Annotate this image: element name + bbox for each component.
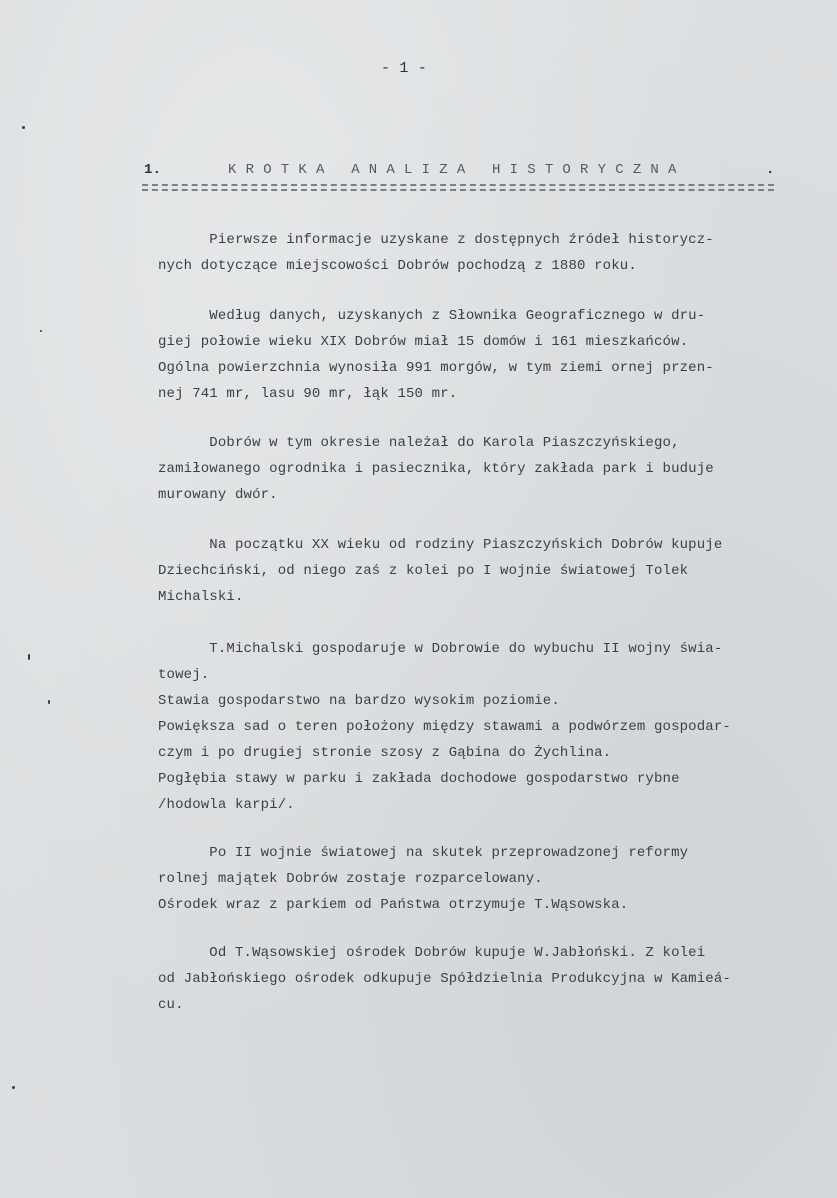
text-line: Na początku XX wieku od rodziny Piaszczyńskich Dobrów kupuje [158,537,723,553]
paragraph-2 [158,303,758,407]
text-line: Po II wojnie światowej na skutek przeprowadzonej reformy [158,845,689,861]
text-line: czym i po drugiej stronie szosy z Gąbina do Żychlina. [158,745,612,761]
text-line: zamiłowanego ogrodnika i pasiecznika, który zakłada park i buduje [158,461,714,477]
text-line: murowany dwór. [158,487,278,503]
paragraph-4 [158,532,758,610]
page-number: - 1 - [381,60,428,77]
section-title-period: . [766,162,775,178]
paragraph-1 [158,227,830,279]
text-line: Ośrodek wraz z parkiem od Państwa otrzymuje T.Wąsowska. [158,897,629,913]
text-line: Pierwsze informacje uzyskane z dostępnych źródeł historycz- [158,232,714,248]
text-line: Ogólna powierzchnia wynosiła 991 morgów, w tym ziemi ornej przen- [158,360,714,376]
text-line: towej. [158,667,210,683]
text-line: nych dotyczące miejscowości Dobrów pochodzą z 1880 roku. [158,258,637,274]
text-line: Michalski. [158,589,244,605]
paper-speck [22,126,25,129]
section-number: 1. [144,162,162,178]
text-line: od Jabłońskiego ośrodek odkupuje Spółdzielnia Produkcyjna w Kamieá- [158,971,731,987]
paper-speck [48,700,50,704]
paper-speck [40,330,42,332]
text-line: cu. [158,997,184,1013]
text-line: giej połowie wieku XIX Dobrów miał 15 domów i 161 mieszkańców. [158,334,689,350]
paragraph-5 [158,636,758,818]
paper-speck [12,1086,15,1089]
paragraph-6 [158,840,758,918]
title-underline-top [142,184,774,186]
title-underline-bottom [142,189,774,191]
section-title: KROTKA ANALIZA HISTORYCZNA [228,162,686,178]
paper-speck [28,654,30,660]
text-line: Stawia gospodarstwo na bardzo wysokim poziomie. [158,693,560,709]
text-line: Pogłębia stawy w parku i zakłada dochodowe gospodarstwo rybne [158,771,680,787]
text-line: T.Michalski gospodaruje w Dobrowie do wybuchu II wojny świa- [158,641,723,657]
paragraph-3 [158,430,758,508]
text-line: rolnej majątek Dobrów zostaje rozparcelowany. [158,871,543,887]
text-line: Od T.Wąsowskiej ośrodek Dobrów kupuje W.Jabłoński. Z kolei [158,945,706,961]
text-line: nej 741 mr, lasu 90 mr, łąk 150 mr. [158,386,458,402]
paragraph-7 [158,940,758,1018]
text-line: Dziechciński, od niego zaś z kolei po I wojnie światowej Tolek [158,563,689,579]
text-line: Powiększa sad o teren położony między stawami a podwórzem gospodar- [158,719,731,735]
text-line: Dobrów w tym okresie należał do Karola Piaszczyńskiego, [158,435,680,451]
text-line: /hodowla karpi/. [158,797,295,813]
text-line: Według danych, uzyskanych z Słownika Geograficznego w dru- [158,308,706,324]
